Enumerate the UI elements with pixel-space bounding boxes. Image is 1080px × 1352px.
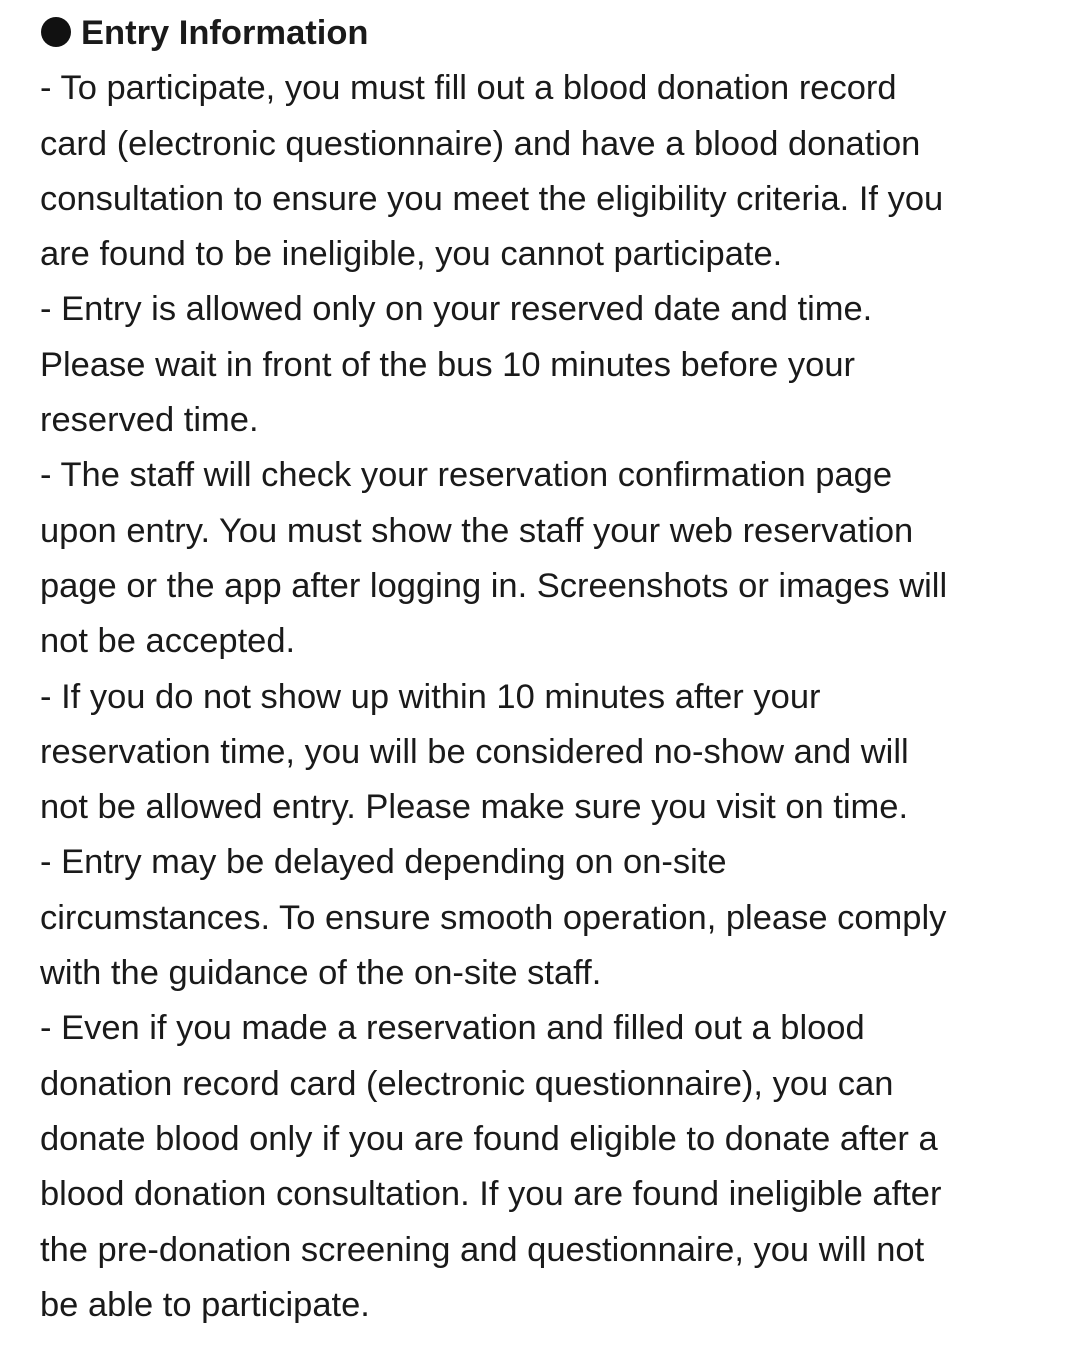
text-line: reservation time, you will be considered no-show and will bbox=[40, 732, 909, 771]
text-line: - If you do not show up within 10 minutes after your bbox=[40, 677, 821, 716]
text-line: Please wait in front of the bus 10 minutes before your bbox=[40, 345, 856, 384]
text-line: upon entry. You must show the staff your web reservation bbox=[40, 511, 914, 550]
text-line: with the guidance of the on-site staff. bbox=[40, 954, 602, 993]
text-line: - Even if you made a reservation and filled out a blood bbox=[40, 1009, 865, 1048]
text-line: page or the app after logging in. Screenshots or images will bbox=[40, 566, 948, 605]
text-line: - To participate, you must fill out a blood donation record bbox=[40, 69, 897, 108]
text-line: consultation to ensure you meet the eligibility criteria. If you bbox=[40, 179, 944, 218]
section-heading bbox=[40, 6, 1050, 61]
text-line: donation record card (electronic questionnaire), you can bbox=[40, 1064, 894, 1103]
text-line: blood donation consultation. If you are found ineligible after bbox=[40, 1175, 942, 1214]
text-line: the pre-donation screening and questionnaire, you will not bbox=[40, 1230, 925, 1269]
text-line: are found to be ineligible, you cannot participate. bbox=[40, 235, 783, 274]
bullet-dot-icon bbox=[41, 17, 71, 47]
text-line: reserved time. bbox=[40, 401, 259, 440]
text-line: donate blood only if you are found eligible to donate after a bbox=[40, 1119, 938, 1158]
text-line: not be accepted. bbox=[40, 622, 296, 661]
section-title: Entry Information bbox=[81, 14, 369, 52]
document-body bbox=[40, 6, 1050, 1333]
text-line: - The staff will check your reservation confirmation page bbox=[40, 456, 893, 495]
text-line: - Entry may be delayed depending on on-site bbox=[40, 843, 727, 882]
text-line: card (electronic questionnaire) and have a blood donation bbox=[40, 124, 921, 163]
text-line: not be allowed entry. Please make sure you visit on time. bbox=[40, 788, 909, 827]
text-line: circumstances. To ensure smooth operation, please comply bbox=[40, 898, 947, 937]
text-line: be able to participate. bbox=[40, 1285, 370, 1324]
text-line: - Entry is allowed only on your reserved date and time. bbox=[40, 290, 873, 329]
